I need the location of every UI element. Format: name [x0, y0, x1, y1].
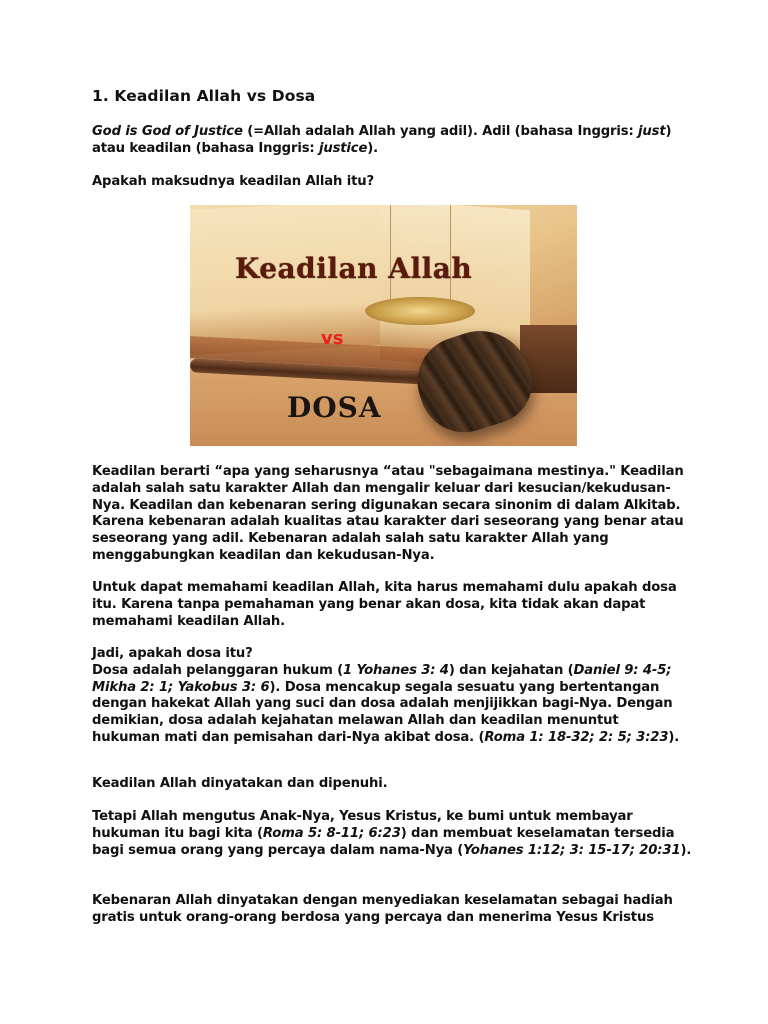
paragraph-line: Tetapi Allah mengutus Anak-Nya, Yesus Kristus, ke bumi untuk membayar — [92, 809, 633, 824]
text: ). — [680, 842, 692, 858]
intro-text: ) — [665, 124, 672, 139]
paragraph-line: Kebenaran Allah dinyatakan dengan menyediakan keselamatan sebagai hadiah — [92, 893, 673, 908]
text: bagi semua orang yang percaya dalam nama-Nya ( — [92, 842, 464, 858]
paragraph-line — [92, 730, 692, 747]
paragraph-line: memahami keadilan Allah. — [92, 613, 286, 629]
question-text: Apakah maksudnya keadilan Allah itu? — [92, 174, 374, 189]
image-caption-vs: vs — [321, 328, 344, 349]
paragraph-line: dengan hakekat Allah yang suci dan dosa adalah menjijikkan bagi-Nya. Dengan — [92, 696, 673, 712]
text: ) dan kejahatan ( — [448, 662, 574, 678]
bible-reference: Mikha 2: 1; Yakobus 3: 6 — [92, 679, 270, 695]
intro-italic-english: God is God of Justice — [92, 124, 243, 139]
sin-definition-paragraph — [92, 646, 692, 747]
bible-reference: Yohanes 1:12; 3: 15-17; 20:31 — [463, 842, 681, 858]
intro-line-1 — [92, 124, 692, 141]
definition-paragraph — [92, 464, 692, 565]
paragraph-line — [92, 826, 692, 843]
intro-text: ). — [367, 140, 379, 156]
text: ). — [668, 729, 680, 745]
intro-paragraph — [92, 124, 692, 158]
paragraph-line — [92, 680, 692, 697]
image-caption-dosa: DOSA — [287, 391, 382, 424]
paragraph-line: Nya. Keadilan dan kebenaran sering digunakan secara sinonim di dalam Alkitab. — [92, 497, 681, 513]
text: hukuman mati dan pemisahan dari-Nya akibat dosa. ( — [92, 729, 485, 745]
understanding-paragraph — [92, 580, 692, 630]
bible-reference: Roma 5: 8-11; 6:23 — [262, 825, 401, 841]
paragraph-line: Karena kebenaran adalah kualitas atau karakter dari seseorang yang benar atau — [92, 514, 684, 530]
sin-question: Jadi, apakah dosa itu? — [92, 646, 253, 661]
text: ) dan membuat keselamatan tersedia — [400, 825, 675, 841]
paragraph-line — [92, 663, 692, 680]
image-caption-keadilan: Keadilan Allah — [235, 252, 473, 285]
righteousness-paragraph — [92, 893, 692, 927]
intro-italic-justice: justice — [318, 140, 368, 156]
text: hukuman itu bagi kita ( — [92, 825, 263, 841]
text: ). Dosa mencakup segala sesuatu yang bertentangan — [269, 679, 660, 695]
intro-line-2 — [92, 141, 692, 158]
paragraph-line: gratis untuk orang-orang berdosa yang percaya dan menerima Yesus Kristus — [92, 909, 654, 925]
subheading-text: Keadilan Allah dinyatakan dan dipenuhi. — [92, 776, 388, 791]
paragraph-line: demikian, dosa adalah kejahatan melawan Allah dan keadilan menuntut — [92, 713, 619, 729]
intro-italic-just: just — [638, 124, 666, 139]
fulfilled-subheading — [92, 776, 692, 793]
paragraph-line: menggabungkan keadilan dan kekudusan-Nya. — [92, 547, 435, 563]
paragraph-line: itu. Karena tanpa pemahaman yang benar akan dosa, kita tidak akan dapat — [92, 596, 646, 612]
paragraph-line: adalah salah satu karakter Allah dan mengalir keluar dari kesucian/kekudusan- — [92, 480, 671, 496]
paragraph-line: Keadilan berarti “apa yang seharusnya “atau "sebagaimana mestinya." Keadilan — [92, 464, 684, 479]
text: Dosa adalah pelanggaran hukum ( — [92, 662, 343, 678]
section-title: 1. Keadilan Allah vs Dosa — [92, 87, 316, 105]
question-paragraph — [92, 174, 692, 191]
bible-reference: Daniel 9: 4-5; — [573, 662, 672, 678]
bible-reference: Roma 1: 18-32; 2: 5; 3:23 — [484, 729, 669, 745]
paragraph-line: Untuk dapat memahami keadilan Allah, kita harus memahami dulu apakah dosa — [92, 580, 677, 595]
scale-pan-icon — [365, 297, 475, 325]
paragraph-line: seseorang yang adil. Kebenaran adalah salah satu karakter Allah yang — [92, 531, 609, 547]
intro-text: atau keadilan (bahasa Inggris: — [92, 140, 319, 156]
paragraph-line — [92, 843, 692, 860]
jesus-paragraph — [92, 809, 692, 859]
bible-reference: 1 Yohanes 3: 4 — [342, 662, 449, 678]
intro-text: (=Allah adalah Allah yang adil). Adil (bahasa Inggris: — [242, 124, 639, 139]
keadilan-vs-dosa-image — [190, 205, 577, 446]
